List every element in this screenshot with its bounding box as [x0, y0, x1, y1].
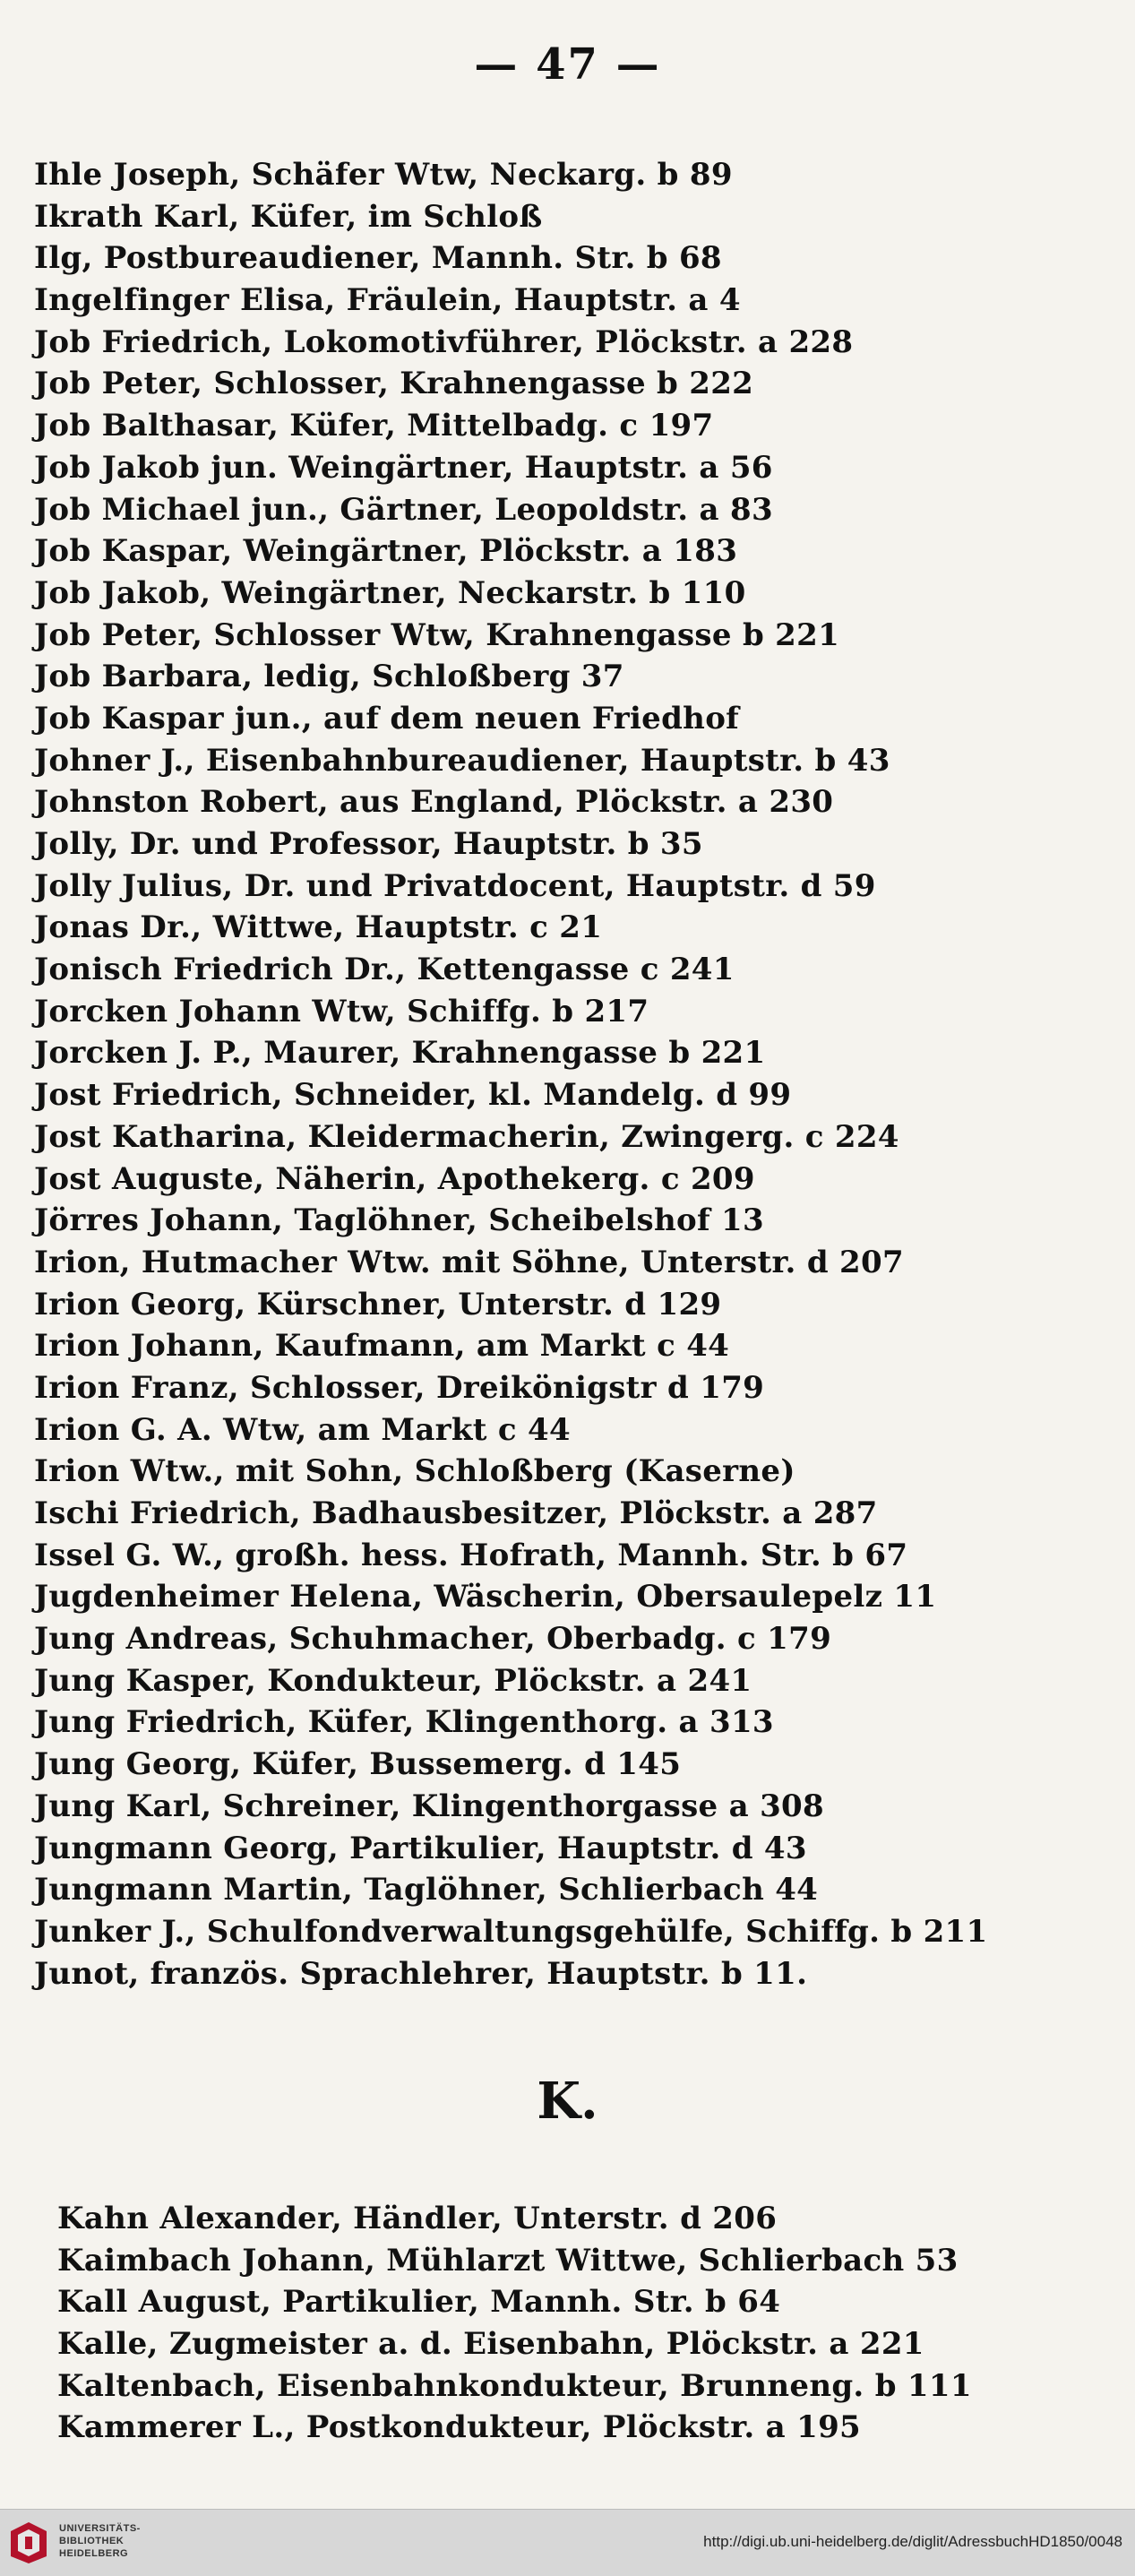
directory-entry: Jolly Julius, Dr. und Privatdocent, Hauptstr. d 59: [34, 867, 876, 904]
directory-entry: Ingelfinger Elisa, Fräulein, Hauptstr. a 4: [34, 282, 741, 319]
directory-entries-i: [34, 154, 1109, 1994]
page-number: — 47 —: [474, 39, 661, 90]
directory-entry: Jost Auguste, Näherin, Apothekerg. c 209: [34, 1160, 755, 1197]
directory-entry: Jonas Dr., Wittwe, Hauptstr. c 21: [34, 909, 603, 946]
directory-entry: Kall August, Partikulier, Mannh. Str. b 64: [57, 2284, 781, 2321]
directory-entry: Irion G. A. Wtw, am Markt c 44: [34, 1411, 571, 1448]
library-name-line: BIBLIOTHEK: [59, 2536, 125, 2546]
directory-entry: Job Friedrich, Lokomotivführer, Plöckstr. a 228: [34, 323, 854, 360]
directory-entry: Irion Johann, Kaufmann, am Markt c 44: [34, 1328, 730, 1365]
directory-entry: Irion, Hutmacher Wtw. mit Söhne, Unterstr. d 207: [34, 1244, 904, 1280]
library-name-line: UNIVERSITÄTS-: [59, 2523, 141, 2534]
directory-entry: Jonisch Friedrich Dr., Kettengasse c 241: [34, 952, 735, 988]
directory-entry: Junot, französ. Sprachlehrer, Hauptstr. b 11.: [34, 1955, 808, 1992]
directory-entry: Job Peter, Schlosser Wtw, Krahnengasse b 221: [34, 616, 840, 653]
library-name: [59, 2522, 141, 2560]
directory-entry: Jugdenheimer Helena, Wäscherin, Obersaulepelz 11: [34, 1579, 937, 1615]
directory-entry: Job Kaspar jun., auf dem neuen Friedhof: [34, 700, 740, 737]
directory-entry: Jung Friedrich, Küfer, Klingenthorg. a 313: [34, 1704, 774, 1741]
directory-entry: Jost Friedrich, Schneider, kl. Mandelg. d 99: [34, 1077, 792, 1114]
directory-entry: Johnston Robert, aus England, Plöckstr. a 230: [34, 784, 834, 821]
directory-entry: Irion Georg, Kürschner, Unterstr. d 129: [34, 1286, 722, 1322]
footer-bar: [0, 2509, 1135, 2576]
directory-entry: Job Barbara, ledig, Schloßberg 37: [34, 659, 624, 695]
directory-entry: Ihle Joseph, Schäfer Wtw, Neckarg. b 89: [34, 157, 733, 193]
directory-entry: Issel G. W., großh. hess. Hofrath, Mannh. Str. b 67: [34, 1537, 908, 1573]
source-url-link[interactable]: http://digi.ub.uni-heidelberg.de/diglit/AdressbuchHD1850/0048: [703, 2533, 1122, 2550]
directory-entry: Jung Kasper, Kondukteur, Plöckstr. a 241: [34, 1662, 752, 1699]
directory-entries-k: [57, 2198, 1132, 2449]
directory-entry: Jung Andreas, Schuhmacher, Oberbadg. c 179: [34, 1621, 832, 1658]
directory-entry: Job Jakob, Weingärtner, Neckarstr. b 110: [34, 574, 746, 611]
directory-entry: Jung Karl, Schreiner, Klingenthorgasse a 308: [34, 1788, 824, 1824]
directory-entry: Jorcken J. P., Maurer, Krahnengasse b 221: [34, 1035, 766, 1072]
directory-entry: Ilg, Postbureaudiener, Mannh. Str. b 68: [34, 240, 722, 277]
directory-entry: Kaimbach Johann, Mühlarzt Wittwe, Schlierbach 53: [57, 2242, 959, 2279]
section-heading-k: K.: [537, 2072, 598, 2131]
directory-entry: Kalle, Zugmeister a. d. Eisenbahn, Plöckstr. a 221: [57, 2326, 924, 2363]
directory-entry: Irion Wtw., mit Sohn, Schloßberg (Kaserne): [34, 1453, 795, 1490]
directory-entry: Job Peter, Schlosser, Krahnengasse b 222: [34, 366, 754, 402]
directory-entry: Jost Katharina, Kleidermacherin, Zwingerg. c 224: [34, 1118, 899, 1155]
university-library-logo-icon[interactable]: [9, 2520, 48, 2565]
directory-entry: Jung Georg, Küfer, Bussemerg. d 145: [34, 1746, 682, 1783]
directory-entry: Job Michael jun., Gärtner, Leopoldstr. a 83: [34, 491, 773, 528]
directory-entry: Kahn Alexander, Händler, Unterstr. d 206: [57, 2201, 778, 2236]
directory-entry: Jungmann Georg, Partikulier, Hauptstr. d 43: [34, 1830, 807, 1866]
directory-entry: Jungmann Martin, Taglöhner, Schlierbach 44: [34, 1872, 819, 1908]
directory-entry: Johner J., Eisenbahnbureaudiener, Hauptstr. b 43: [34, 742, 890, 779]
directory-entry: Job Balthasar, Küfer, Mittelbadg. c 197: [34, 408, 714, 444]
directory-entry: Kaltenbach, Eisenbahnkondukteur, Brunneng. b 111: [57, 2367, 972, 2404]
directory-entry: Jörres Johann, Taglöhner, Scheibelshof 13: [34, 1202, 764, 1239]
directory-entry: Irion Franz, Schlosser, Dreikönigstr d 179: [34, 1369, 765, 1406]
directory-entry: Job Kaspar, Weingärtner, Plöckstr. a 183: [34, 533, 738, 570]
library-name-line: HEIDELBERG: [59, 2548, 129, 2559]
directory-entry: Jorcken Johann Wtw, Schiffg. b 217: [34, 993, 649, 1030]
directory-entry: Kammerer L., Postkondukteur, Plöckstr. a 195: [57, 2409, 862, 2446]
directory-entry: Ischi Friedrich, Badhausbesitzer, Plöckstr. a 287: [34, 1495, 878, 1531]
directory-entry: Ikrath Karl, Küfer, im Schloß: [34, 198, 543, 235]
directory-entry: Junker J., Schulfondverwaltungsgehülfe, Schiffg. b 211: [34, 1913, 988, 1950]
directory-entry: Job Jakob jun. Weingärtner, Hauptstr. a 56: [34, 449, 773, 486]
directory-entry: Jolly, Dr. und Professor, Hauptstr. b 35: [34, 826, 703, 862]
